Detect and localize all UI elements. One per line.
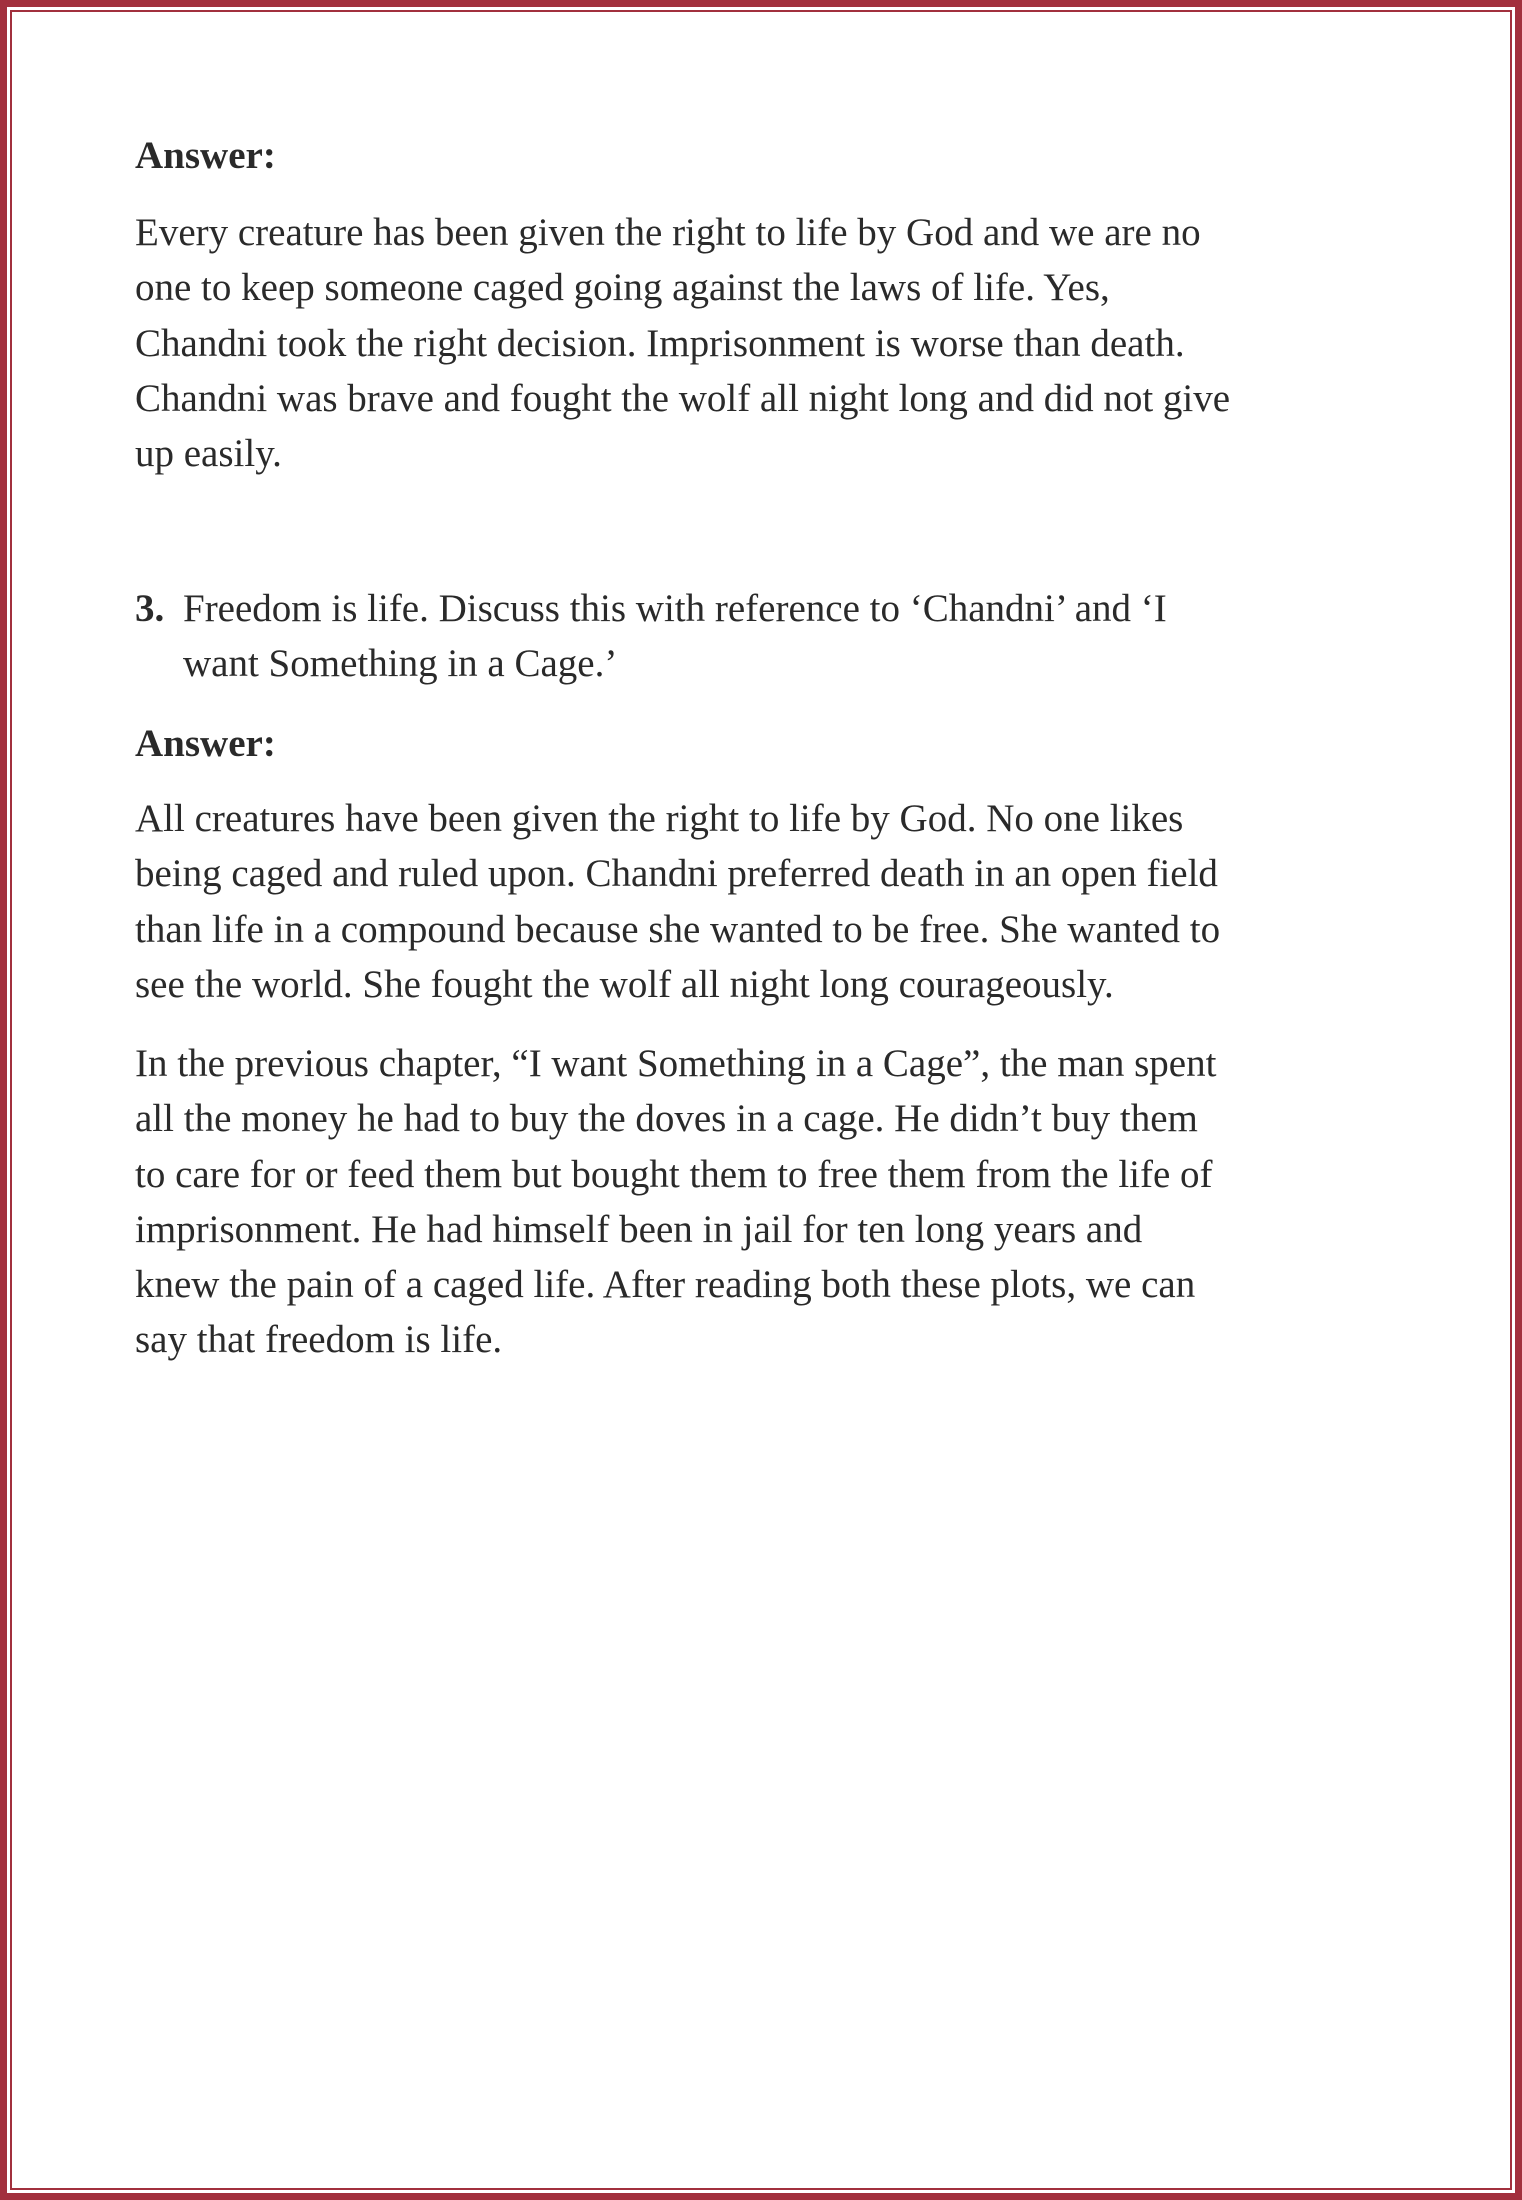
- answer-heading-1: Answer:: [135, 134, 276, 177]
- text-line: Every creature has been given the right to life by God and we are no: [135, 211, 1201, 254]
- answer-1-paragraph: [135, 205, 1395, 481]
- text-line: to care for or feed them but bought them to free them from the life of: [135, 1152, 1213, 1196]
- question-number: 3.: [135, 587, 165, 630]
- text-line: one to keep someone caged going against the laws of life. Yes,: [135, 266, 1110, 310]
- text-line: up easily.: [135, 432, 282, 476]
- text-line: imprisonment. He had himself been in jail for ten long years and: [135, 1207, 1143, 1251]
- answer-3-paragraph-2: [135, 1036, 1395, 1368]
- answer-3-paragraph-1: [135, 791, 1395, 1012]
- answer-heading-3: Answer:: [135, 722, 276, 765]
- question-line: want Something in a Cage.’: [183, 642, 618, 686]
- text-line: In the previous chapter, “I want Something in a Cage”, the man spent: [135, 1042, 1217, 1085]
- question-3: [135, 581, 1395, 693]
- text-line: than life in a compound because she wanted to be free. She wanted to: [135, 907, 1221, 951]
- text-line: all the money he had to buy the doves in a cage. He didn’t buy them: [135, 1097, 1198, 1141]
- text-line: being caged and ruled upon. Chandni preferred death in an open field: [135, 852, 1218, 896]
- text-line: say that freedom is life.: [135, 1318, 503, 1362]
- text-line: see the world. She fought the wolf all night long courageously.: [135, 962, 1114, 1006]
- text-line: All creatures have been given the right to life by God. No one likes: [135, 797, 1184, 840]
- text-line: Chandni took the right decision. Imprisonment is worse than death.: [135, 321, 1185, 365]
- text-line: Chandni was brave and fought the wolf all night long and did not give: [135, 376, 1231, 420]
- text-line: knew the pain of a caged life. After reading both these plots, we can: [135, 1263, 1196, 1307]
- question-line: Freedom is life. Discuss this with reference to ‘Chandni’ and ‘I: [183, 587, 1167, 630]
